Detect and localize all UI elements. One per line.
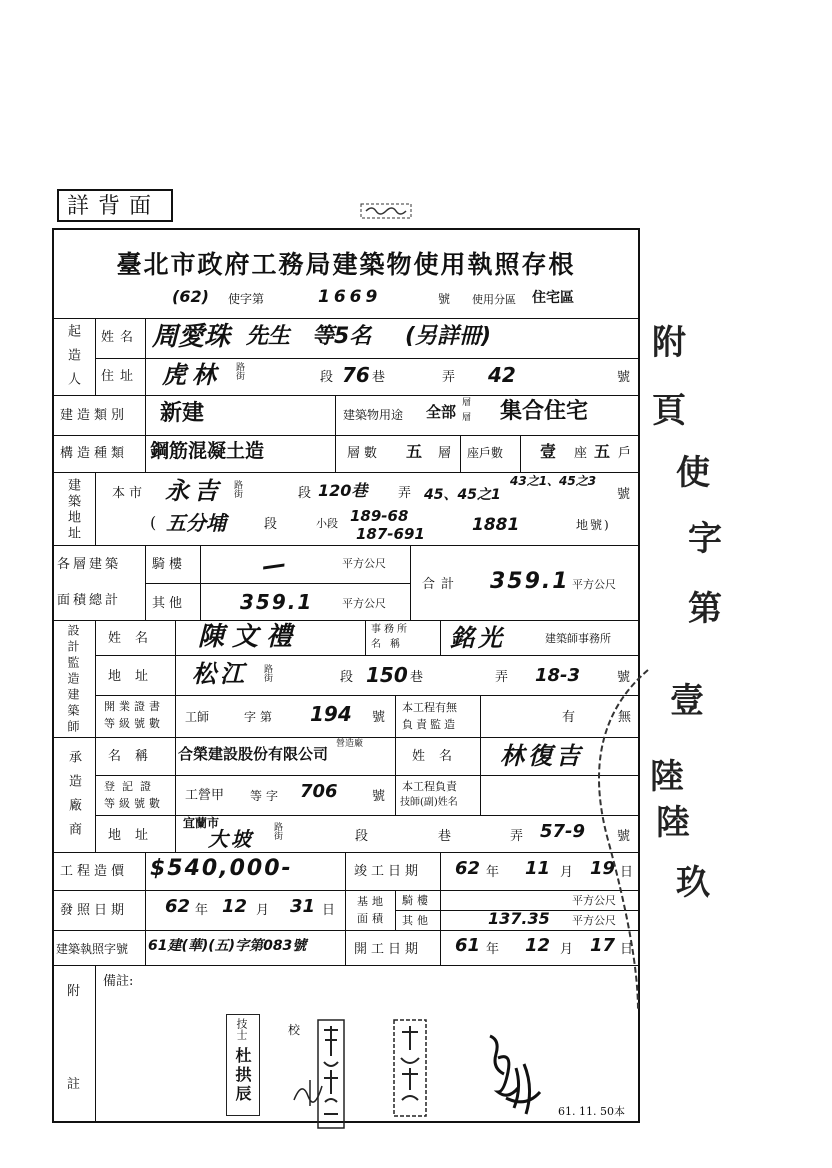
- rule: [52, 620, 640, 621]
- issue-month-unit: 月: [256, 903, 270, 918]
- owner-addr-number: 42: [488, 363, 516, 387]
- area-other-value: 359.1: [240, 590, 314, 614]
- zone-label: 使用分區: [472, 293, 516, 306]
- rule: [52, 318, 640, 319]
- permit-suffix: 號: [438, 292, 451, 306]
- area-label-a: 各層建築: [57, 557, 122, 572]
- architect-supervise-label-b: 負責監造: [402, 718, 458, 731]
- seats-unit: 座: [574, 446, 588, 461]
- architect-name-value: 陳文禮: [198, 622, 301, 652]
- rule: [175, 620, 176, 852]
- owner-addr-section-unit: 段: [320, 370, 334, 385]
- architect-office-label-b: 名稱: [371, 639, 409, 650]
- rule: [95, 472, 96, 545]
- build-use-floor-b: 層: [462, 413, 472, 423]
- site-parcel-c: 1881: [472, 515, 520, 535]
- rule: [520, 435, 521, 472]
- rule: [145, 318, 146, 472]
- owner-addr-number-unit: 號: [617, 370, 631, 385]
- margin-seal-char: 使: [676, 453, 710, 493]
- rule: [145, 545, 146, 620]
- completion-label: 竣工日期: [354, 864, 423, 879]
- margin-seal-char: 陸: [650, 757, 684, 797]
- site-number-unit: 號: [617, 487, 631, 502]
- owner-name-title: 先生: [246, 324, 291, 349]
- architect-license-prefix: 工師: [185, 710, 210, 724]
- contractor-addr-road-unit: 路街: [272, 822, 282, 840]
- site-parcel-b: 187-691: [356, 525, 425, 543]
- site-parcel-a: 189-68: [350, 507, 409, 525]
- start-month: 12: [525, 935, 551, 956]
- area-arcade-unit: 平方公尺: [342, 557, 386, 570]
- build-use-value: 集合住宅: [500, 398, 589, 424]
- remark-label: 備註:: [103, 974, 134, 989]
- start-day-unit: 日: [620, 942, 634, 957]
- area-total-unit: 平方公尺: [572, 578, 616, 591]
- site-group-label: 建築地址: [65, 478, 80, 542]
- architect-license-word: 字第: [244, 710, 277, 724]
- top-stamp-mark: [360, 202, 412, 220]
- architect-addr-road: 松江: [192, 660, 248, 688]
- rule: [95, 318, 96, 395]
- site-section-unit: 段: [298, 486, 312, 501]
- start-month-unit: 月: [560, 942, 574, 957]
- floors-unit: 層: [438, 446, 452, 461]
- contractor-addr-road: 大坡: [208, 827, 254, 851]
- architect-office-label-a: 事務所: [371, 624, 410, 635]
- margin-seal-char: 陸: [656, 803, 690, 843]
- architect-office-value: 銘光: [450, 624, 506, 652]
- area-total-value: 359.1: [490, 569, 570, 594]
- architect-license-number: 194: [310, 702, 352, 726]
- contractor-addr-city: 宜蘭市: [183, 816, 220, 830]
- site-land-section: 五分埔: [166, 511, 226, 535]
- rule: [52, 435, 640, 436]
- start-year-unit: 年: [486, 942, 500, 957]
- architect-addr-label: 地址: [108, 669, 163, 684]
- completion-month-unit: 月: [560, 865, 574, 880]
- rule: [480, 695, 481, 815]
- owner-addr-road: 虎林: [162, 361, 222, 389]
- architect-supervise-no: 無: [618, 710, 632, 725]
- contractor-reg-grade: 工營甲: [185, 788, 225, 803]
- contractor-name-value: 合榮建設股份有限公司: [178, 745, 329, 763]
- rule: [52, 930, 640, 931]
- margin-seal-char: 玖: [676, 863, 710, 903]
- contractor-reg-label-a: 登記證: [104, 780, 158, 793]
- rule: [52, 890, 640, 891]
- seats-value: 壹: [540, 442, 557, 461]
- contractor-group-label: 承造廠商: [66, 750, 81, 846]
- site-lane: 120巷: [318, 481, 368, 500]
- see-reverse-box: [57, 189, 173, 222]
- issue-label: 發照日期: [60, 903, 129, 918]
- owner-addr-lane: 76: [342, 363, 370, 387]
- rule: [365, 620, 366, 655]
- owner-name-count: 等5名: [312, 324, 372, 349]
- rule: [345, 852, 346, 965]
- issue-day: 31: [290, 896, 316, 917]
- checker-stamp-name: 杜拱辰: [233, 1047, 252, 1104]
- floors-value: 五: [406, 442, 423, 461]
- rule: [52, 472, 640, 473]
- rule: [52, 852, 640, 853]
- issue-year-unit: 年: [195, 903, 209, 918]
- area-arcade-value: —: [260, 549, 288, 581]
- issue-day-unit: 日: [322, 903, 336, 918]
- architect-addr-road-unit: 路街: [262, 664, 272, 682]
- margin-seal-char: 字: [688, 519, 722, 559]
- zone-value: 住宅區: [532, 290, 574, 306]
- site-area-arcade-unit: 平方公尺: [572, 894, 616, 907]
- architect-name-label: 姓名: [108, 631, 163, 646]
- margin-seal-char: 壹: [670, 681, 704, 721]
- owner-addr-lane-unit: 巷: [372, 370, 386, 385]
- cost-label: 工程造價: [60, 864, 129, 879]
- site-road-unit: 路街: [232, 480, 242, 498]
- architect-license-label-b: 等級號數: [104, 717, 164, 730]
- notes-label-top: 附: [67, 984, 81, 999]
- checker-stamp: [226, 1014, 260, 1116]
- area-arcade-label: 騎樓: [152, 557, 187, 572]
- contractor-tech-label-a: 本工程負責: [402, 780, 457, 793]
- contractor-addr-alley-unit: 弄: [510, 829, 524, 844]
- contractor-addr-number-unit: 號: [617, 829, 631, 844]
- area-total-label: 合計: [422, 577, 461, 592]
- contractor-reg-number: 706: [300, 781, 338, 802]
- architect-supervise-yes: 有: [562, 710, 576, 725]
- notes-label-bottom: 註: [67, 1077, 81, 1092]
- architect-license-label-a: 開業證書: [104, 700, 164, 713]
- site-open-paren: (: [150, 513, 157, 532]
- structure-value: 鋼筋混凝土造: [150, 440, 265, 462]
- completion-year-unit: 年: [486, 865, 500, 880]
- cost-value: $540,000-: [150, 856, 293, 881]
- site-area-label-b: 面積: [357, 912, 387, 925]
- division-chief-stamp: [392, 1018, 428, 1118]
- architect-addr-section-unit: 段: [340, 670, 354, 685]
- rule: [440, 890, 441, 930]
- floors-label: 層數: [347, 446, 382, 461]
- build-use-scope: 全部: [426, 403, 457, 421]
- site-subsection-unit: 小段: [316, 517, 338, 530]
- contractor-addr-label: 地址: [108, 828, 163, 843]
- structure-label: 構造種類: [60, 446, 129, 461]
- completion-day: 19: [590, 858, 616, 879]
- build-use-floor-a: 層: [462, 398, 472, 408]
- contractor-name-suffix: 營造廠: [336, 739, 364, 749]
- rule: [52, 395, 640, 396]
- license-no-value: 61建(華)(五)字第083號: [148, 938, 307, 954]
- owner-name-label: 姓名: [101, 330, 140, 345]
- architect-addr-lane-unit: 巷: [410, 670, 424, 685]
- units-label: 座戶數: [467, 446, 504, 460]
- margin-seal-char: 附: [652, 323, 686, 363]
- architect-supervise-label-a: 本工程有無: [402, 701, 457, 714]
- site-land-section-unit: 段: [264, 517, 278, 532]
- rule: [335, 395, 336, 472]
- architect-license-suffix: 號: [372, 710, 386, 725]
- pen-scribble: [290, 1070, 330, 1110]
- owner-addr-alley-unit: 弄: [442, 370, 456, 385]
- form-footer: 61. 11. 50本: [558, 1105, 625, 1118]
- contractor-addr-section-unit: 段: [355, 829, 369, 844]
- site-road: 永吉: [165, 477, 223, 505]
- issue-year: 62: [165, 896, 191, 917]
- overlay-arc: [560, 660, 650, 1020]
- rule: [395, 695, 396, 815]
- architect-addr-lane: 150: [366, 663, 408, 687]
- owner-addr-label: 住址: [101, 369, 140, 384]
- site-area-other-label: 其他: [402, 914, 432, 927]
- completion-day-unit: 日: [620, 865, 634, 880]
- margin-seal-char: 第: [688, 589, 722, 629]
- build-type-value: 新建: [160, 400, 205, 426]
- permit-word: 使字第: [228, 292, 265, 306]
- contractor-person-value: 林復吉: [500, 742, 584, 770]
- margin-seal-char: 頁: [652, 391, 686, 431]
- rule: [145, 852, 146, 965]
- build-use-label: 建築物用途: [343, 408, 404, 422]
- site-area-other-unit: 平方公尺: [572, 914, 616, 927]
- architect-addr-number: 18-3: [535, 665, 581, 686]
- permit-year: (62): [172, 287, 209, 306]
- start-day: 17: [590, 935, 616, 956]
- checker-stamp-title: 技士: [235, 1018, 248, 1040]
- site-alley-unit: 弄: [398, 486, 412, 501]
- households-value: 五: [594, 442, 611, 461]
- rule: [200, 545, 201, 620]
- owner-name-note: (另詳冊): [405, 324, 492, 349]
- owner-group-label: 起造人: [65, 324, 80, 396]
- rule: [52, 737, 640, 738]
- completion-month: 11: [525, 858, 551, 879]
- site-area-arcade-label: 騎樓: [402, 894, 432, 907]
- contractor-name-label: 名稱: [108, 749, 163, 764]
- households-unit: 戶: [618, 446, 632, 461]
- site-area-label-a: 基地: [357, 895, 387, 908]
- site-area-other-value: 137.35: [488, 909, 550, 928]
- contractor-addr-number: 57-9: [540, 821, 586, 842]
- rule: [95, 815, 640, 816]
- completion-year: 62: [455, 858, 481, 879]
- rule: [52, 965, 640, 966]
- contractor-reg-label-b: 等級號數: [104, 797, 164, 810]
- rule: [395, 890, 396, 930]
- see-reverse-label: 詳背面: [67, 194, 161, 219]
- signature-mark: [476, 1028, 546, 1124]
- architect-office-suffix: 建築師事務所: [545, 632, 611, 645]
- review-mark: 校: [288, 1023, 301, 1037]
- issue-month: 12: [222, 896, 248, 917]
- architect-addr-alley-unit: 弄: [495, 670, 509, 685]
- owner-name-value: 周愛珠: [152, 322, 231, 352]
- rule: [440, 620, 441, 655]
- area-label-b: 面積總計: [57, 593, 122, 608]
- permit-number: 1669: [318, 287, 382, 307]
- area-other-unit: 平方公尺: [342, 597, 386, 610]
- contractor-tech-label-b: 技師(副)姓名: [400, 797, 458, 808]
- site-city: 本市: [112, 486, 147, 501]
- area-other-label: 其他: [152, 596, 187, 611]
- rule: [145, 583, 410, 584]
- page-title: 臺北市政府工務局建築物使用執照存根: [116, 250, 576, 279]
- rule: [95, 775, 640, 776]
- owner-addr-road-unit: 路街: [234, 362, 244, 380]
- contractor-addr-lane-unit: 巷: [438, 829, 452, 844]
- rule: [95, 965, 96, 1121]
- rule: [460, 435, 461, 472]
- build-type-label: 建造類別: [60, 408, 129, 423]
- rule: [52, 545, 640, 546]
- start-label: 開工日期: [354, 942, 423, 957]
- rule: [410, 545, 411, 620]
- rule: [95, 358, 640, 359]
- contractor-reg-word: 等字: [250, 789, 283, 803]
- architect-group-label: 設計監造建築師: [66, 624, 80, 736]
- site-numbers-a: 45、45之1: [424, 487, 501, 503]
- rule: [95, 655, 640, 656]
- contractor-reg-suffix: 號: [372, 789, 386, 804]
- contractor-person-label: 姓名: [412, 749, 467, 764]
- license-no-label: 建築執照字號: [56, 942, 129, 956]
- architect-addr-number-unit: 號: [617, 670, 631, 685]
- site-numbers-b: 43之1、45之3: [510, 474, 597, 488]
- rule: [95, 695, 640, 696]
- rule: [95, 620, 96, 852]
- site-parcel-unit: 地號): [576, 518, 611, 532]
- start-year: 61: [455, 935, 481, 956]
